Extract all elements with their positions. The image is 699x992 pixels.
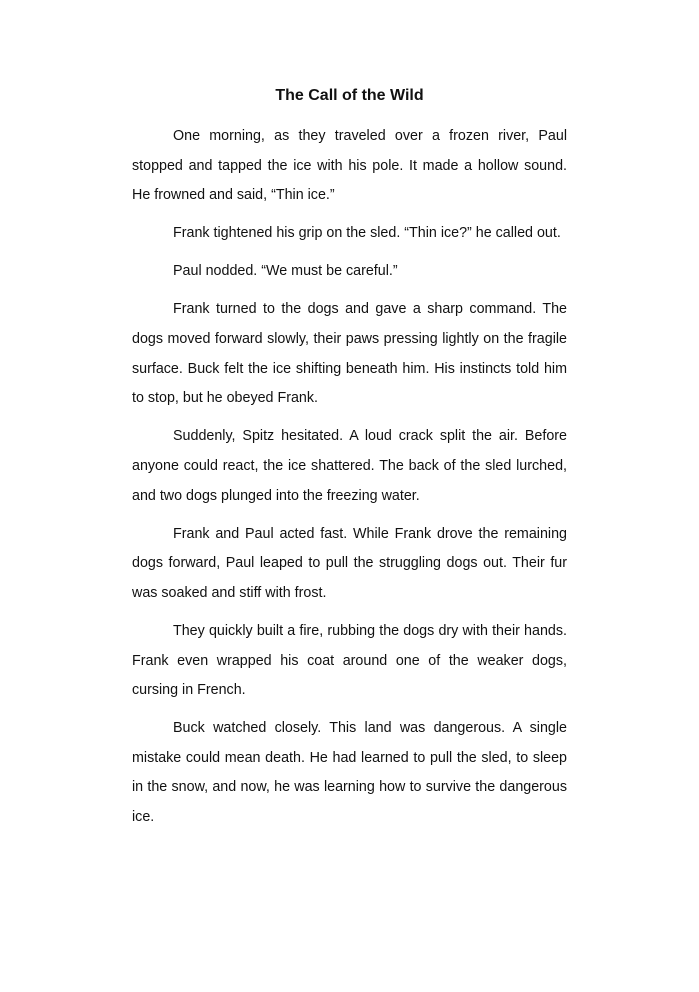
page-title: The Call of the Wild <box>275 87 424 104</box>
paragraph-6: Frank and Paul acted fast. While Frank drove the remaining dogs forward, Paul leaped to pull the struggling dogs out. Their fur was soaked and stiff with frost. <box>132 525 567 601</box>
paragraph-3: Paul nodded. “We must be careful.” <box>173 263 398 280</box>
paragraph-8: Buck watched closely. This land was dangerous. A single mistake could mean death. He had learned to pull the sled, to sleep in the snow, and now, he was learning how to survive the dangerous ice. <box>132 720 567 825</box>
paragraph-5: Suddenly, Spitz hesitated. A loud crack split the air. Before anyone could react, the ice shattered. The back of the sled lurched, and two dogs plunged into the freezing water. <box>132 428 567 504</box>
paragraph-2: Frank tightened his grip on the sled. “Thin ice?” he called out. <box>173 225 561 242</box>
story-body <box>132 122 567 841</box>
paragraph-7: They quickly built a fire, rubbing the dogs dry with their hands. Frank even wrapped his coat around one of the weaker dogs, cursing in French. <box>132 622 567 699</box>
paragraph-1: One morning, as they traveled over a frozen river, Paul stopped and tapped the ice with his pole. It made a hollow sound. He frowned and said, “Thin ice.” <box>132 128 567 204</box>
paragraph-4: Frank turned to the dogs and gave a sharp command. The dogs moved forward slowly, their paws pressing lightly on the fragile surface. Buck felt the ice shifting beneath him. His instincts told him to stop, but he obeyed Frank. <box>132 301 567 407</box>
